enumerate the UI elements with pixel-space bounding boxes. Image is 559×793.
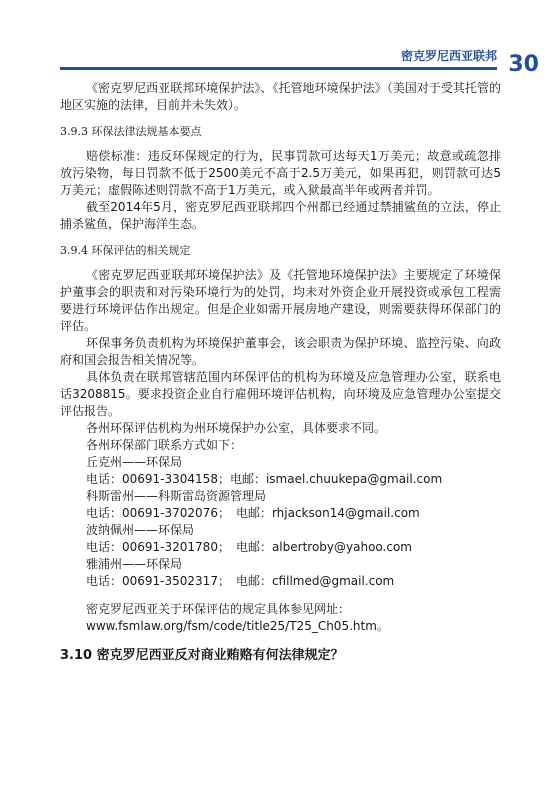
section-heading-3-10: 3.10 密克罗尼西亚反对商业贿赂有何法律规定？ xyxy=(60,648,344,663)
board-paragraph: 环保事务负责机构为环境保护董事会，该会职责为保护环境、监控污染、向政府和国会报告相关情况等。 xyxy=(60,336,501,367)
heading-3-9-3: 3.9.3 环保法律法规基本要点 xyxy=(60,125,202,138)
contact-agency-kosrae: 科斯雷州——科斯雷岛资源管理局 xyxy=(86,489,267,503)
contact-agency-pohnpei: 波纳佩州——环保局 xyxy=(86,523,195,537)
reference-url: www.fsmlaw.org/fsm/code/title25/T25_Ch05.htm。 xyxy=(86,619,389,633)
contact-info-yap: 电话：00691-3502317； 电邮：cfillmed@gmail.com xyxy=(86,574,395,588)
spacer xyxy=(60,590,501,601)
shark-paragraph: 截至2014年5月，密克罗尼西亚联邦四个州都已经通过禁捕鲨鱼的立法，停止捕杀鲨鱼，保护海洋生态。 xyxy=(60,200,501,231)
page-body xyxy=(60,80,501,664)
running-header-title: 密克罗尼西亚联邦 xyxy=(400,49,497,63)
heading-3-9-4: 3.9.4 环保评估的相关规定 xyxy=(60,244,191,257)
contact-info-kosrae: 电话：00691-3702076； 电邮：rhjackson14@gmail.com xyxy=(86,506,420,520)
office-paragraph: 具体负责在联邦管辖范围内环保评估的机构为环境及应急管理办公室，联系电话3208815。要求投资企业自行雇佣环境评估机构，向环境及应急管理办公室提交评估报告。 xyxy=(60,370,501,418)
contact-info-pohnpei: 电话：00691-3201780； 电邮：albertroby@yahoo.com xyxy=(86,540,412,554)
header-rule xyxy=(60,67,497,70)
states-line: 各州环保评估机构为州环境保护办公室，具体要求不同。 xyxy=(86,421,387,435)
evaluation-paragraph: 《密克罗尼西亚联邦环境保护法》及《托管地环境保护法》主要规定了环境保护董事会的职责和对污染环境行为的处罚，均未对外资企业开展投资或承包工程需要进行环境评估作出规定。但是企业如需开展房地产建设，则需要获得环保部门的评估。 xyxy=(60,268,501,333)
contact-agency-chuuk: 丘克州——环保局 xyxy=(86,455,183,469)
contacts-intro-line: 各州环保部门联系方式如下： xyxy=(86,438,243,452)
contact-info-chuuk: 电话：00691-3304158；电邮：ismael.chuukepa@gmail.com xyxy=(86,472,443,486)
contact-agency-yap: 雅浦州——环保局 xyxy=(86,557,183,571)
page-number: 30 xyxy=(508,52,539,77)
compensation-paragraph: 赔偿标准：违反环保规定的行为，民事罚款可达每天1万美元；故意或疏忽排放污染物，每日罚款不低于2500美元不高于2.5万美元，如果再犯，则罚款可达5万美元；虚假陈述则罚款不高于1万美元，或入狱最高半年或两者并罚。 xyxy=(60,149,501,197)
reference-line: 密克罗尼西亚关于环保评估的规定具体参见网址： xyxy=(86,602,351,616)
intro-paragraph: 《密克罗尼西亚联邦环境保护法》、《托管地环境保护法》（美国对于受其托管的地区实施的法律，目前并未失效）。 xyxy=(60,81,501,112)
